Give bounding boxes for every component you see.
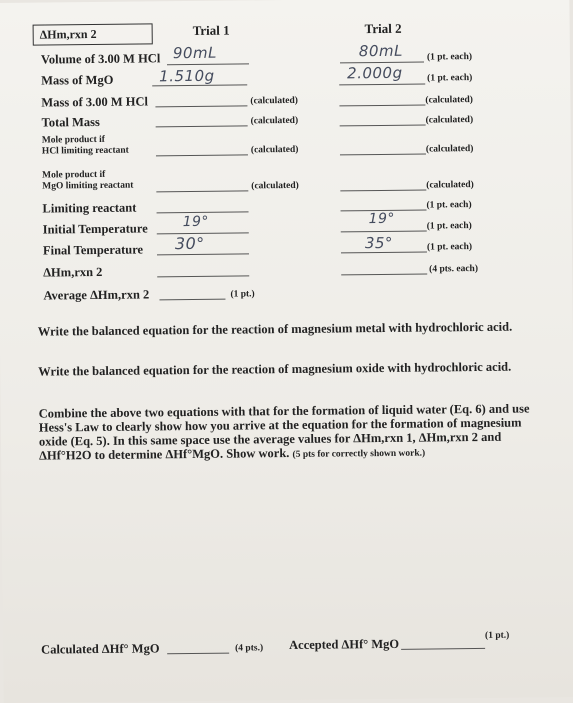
row-volume-t2-value: 80mL (358, 41, 404, 61)
row-initial-temp-label: Initial Temperature (42, 221, 148, 237)
row-limiting-label: Limiting reactant (42, 200, 137, 216)
row-mole-hcl-label-2: HCl limiting reactant (41, 145, 129, 157)
row-mole-mgo-label-2: MgO limiting reactant (42, 180, 134, 192)
row-mass-mgo-t2-line (339, 84, 425, 86)
question-hess-law (39, 401, 548, 464)
row-total-mass-t2-line (340, 125, 426, 127)
row-total-mass-t1-line (156, 125, 248, 127)
row-final-temp-label: Final Temperature (42, 242, 144, 258)
row-mass-mgo-t1-value: 1.510g (159, 66, 215, 86)
row-initial-temp-t2-value: 19° (368, 210, 396, 228)
row-mole-mgo-t2-line (340, 190, 426, 192)
row-final-temp-t1-line (157, 253, 249, 255)
trial2-heading: Trial 2 (364, 20, 402, 37)
trial1-heading: Trial 1 (192, 22, 230, 38)
average-line (159, 299, 225, 301)
row-mass-hcl-t1-note: (calculated) (250, 95, 298, 107)
row-mole-hcl-label-1: Mole product if (41, 134, 105, 146)
row-initial-temp-t2-line (341, 231, 427, 233)
header-box-label: ΔHm,rxn 2 (39, 26, 97, 42)
row-mass-mgo-label: Mass of MgO (41, 72, 114, 88)
question-mgo-hcl: Write the balanced equation for the reaction of magnesium oxide with hydrochloric acid. (38, 359, 512, 379)
calculated-dhf-label: Calculated ΔHf° MgO (41, 641, 160, 657)
question-mg-hcl: Write the balanced equation for the reaction of magnesium metal with hydrochloric acid. (37, 319, 513, 339)
row-mass-mgo-note: (1 pt. each) (427, 73, 473, 84)
row-mole-hcl-note: (calculated) (425, 144, 474, 155)
row-final-temp-t1-value: 30° (174, 233, 205, 254)
row-mole-mgo-t1-line (156, 190, 248, 192)
row-mole-mgo-label-1: Mole product if (42, 169, 106, 181)
row-mass-mgo-t2-value: 2.000g (347, 63, 403, 83)
row-mass-hcl-t1-line (155, 105, 247, 107)
average-label: Average ΔHm,rxn 2 (43, 287, 150, 303)
row-mass-hcl-t2-line (339, 105, 425, 107)
row-dh-rxn2-t2-line (341, 274, 427, 276)
row-limiting-note: (1 pt. each) (426, 200, 472, 211)
row-volume-label: Volume of 3.00 M HCl (40, 51, 161, 67)
row-mole-hcl-t1-line (156, 154, 248, 156)
question-hess-law-note: (5 pts for correctly shown work.) (292, 448, 426, 460)
accepted-dhf-label: Accepted ΔHf° MgO (289, 636, 400, 652)
row-mole-hcl-t2-line (340, 154, 426, 156)
row-final-temp-t2-value: 35° (364, 233, 394, 253)
row-mole-mgo-t1-note: (calculated) (251, 180, 299, 192)
row-total-mass-t1-note: (calculated) (250, 115, 299, 127)
row-volume-t1-line (167, 63, 249, 65)
row-initial-temp-note: (1 pt. each) (426, 221, 472, 232)
row-dh-rxn2-t1-line (157, 275, 249, 277)
header-box (33, 23, 153, 45)
row-dh-rxn2-label: ΔHm,rxn 2 (43, 264, 103, 280)
question-hess-law-text: Combine the above two equations with that for the formation of liquid water (Eq. 6) and use Hess's Law to clearly show how you arrive at the equation for the formation of magnesium oxide (Eq. 5). In this same space use the average values for ΔHm,rxn 1, ΔHm,rxn 2 and ΔHf°H2O to determine ΔHf°MgO. Show work. (38, 401, 530, 463)
accepted-dhf-line (401, 648, 485, 650)
row-initial-temp-t1-value: 19° (182, 213, 210, 231)
row-mass-hcl-label: Mass of 3.00 M HCl (41, 94, 149, 110)
row-dh-rxn2-note: (4 pts. each) (429, 263, 479, 275)
row-volume-t1-value: 90mL (172, 43, 218, 63)
average-note: (1 pt.) (230, 289, 255, 300)
calculated-dhf-note: (4 pts.) (235, 643, 264, 654)
row-total-mass-note: (calculated) (425, 115, 474, 126)
row-volume-note: (1 pt. each) (426, 52, 473, 63)
row-mass-hcl-note: (calculated) (425, 95, 473, 106)
row-final-temp-note: (1 pt. each) (426, 242, 473, 253)
row-total-mass-label: Total Mass (41, 114, 100, 130)
row-mole-mgo-note: (calculated) (426, 180, 474, 191)
row-mole-hcl-t1-note: (calculated) (250, 144, 299, 156)
calculated-dhf-line (167, 653, 229, 655)
accepted-dhf-note: (1 pt.) (484, 630, 510, 641)
